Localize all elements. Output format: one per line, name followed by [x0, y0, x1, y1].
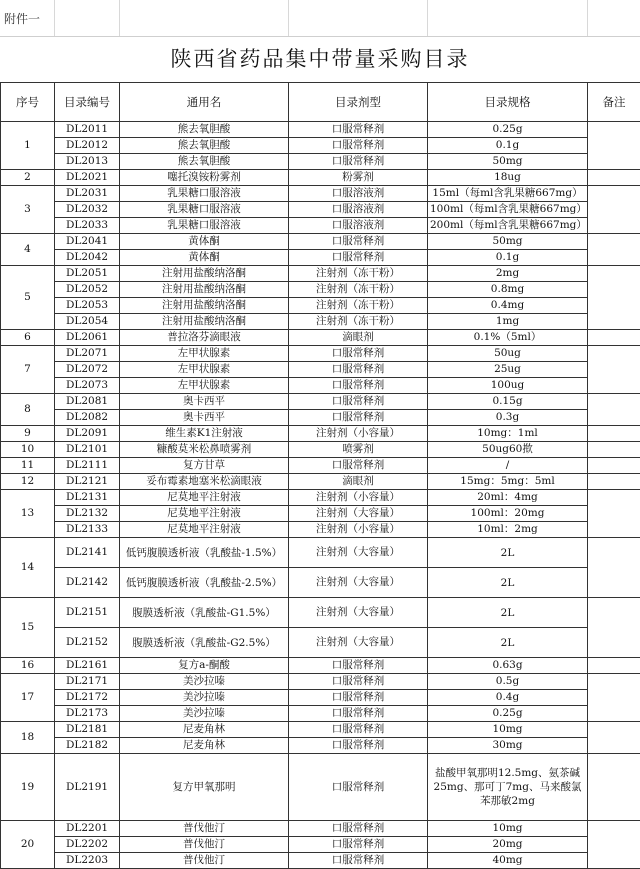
cell-form: 口服常释剂	[289, 821, 428, 837]
top-grid-row	[0, 0, 640, 37]
cell-name: 注射用盐酸纳洛酮	[120, 314, 289, 330]
cell-name: 熊去氧胆酸	[120, 122, 289, 138]
cell-spec: 2L	[428, 538, 588, 568]
cell-seq: 16	[1, 658, 55, 674]
cell-code: DL2171	[55, 674, 120, 690]
cell-name: 乳果糖口服溶液	[120, 202, 289, 218]
table-row	[1, 738, 640, 754]
cell-seq: 3	[1, 186, 55, 234]
cell-spec: 10ml：2mg	[428, 522, 588, 538]
cell-seq: 6	[1, 330, 55, 346]
cell-seq: 17	[1, 674, 55, 722]
cell-name: 乳果糖口服溶液	[120, 186, 289, 202]
cell-seq: 19	[1, 754, 55, 821]
cell-spec: 0.15g	[428, 394, 588, 410]
cell-code: DL2121	[55, 474, 120, 490]
cell-form: 口服常释剂	[289, 722, 428, 738]
table-row	[1, 138, 640, 154]
cell-seq: 1	[1, 122, 55, 170]
cell-form: 注射剂（冻干粉）	[289, 266, 428, 282]
cell-form: 口服溶液剂	[289, 186, 428, 202]
table-row	[1, 442, 640, 458]
cell-form: 喷雾剂	[289, 442, 428, 458]
cell-form: 口服常释剂	[289, 346, 428, 362]
cell-name: 熊去氧胆酸	[120, 138, 289, 154]
cell-note	[588, 426, 640, 442]
cell-spec: 25ug	[428, 362, 588, 378]
column-header-note: 备注	[588, 83, 640, 122]
table-row	[1, 821, 640, 837]
cell-code: DL2012	[55, 138, 120, 154]
cell-code: DL2201	[55, 821, 120, 837]
cell-seq: 2	[1, 170, 55, 186]
cell-spec: 18ug	[428, 170, 588, 186]
table-row	[1, 658, 640, 674]
cell-spec: /	[428, 458, 588, 474]
cell-form: 口服常释剂	[289, 837, 428, 853]
cell-note	[588, 674, 640, 722]
cell-note	[588, 330, 640, 346]
cell-form: 注射剂（小容量）	[289, 522, 428, 538]
cell-code: DL2152	[55, 628, 120, 658]
cell-note	[588, 821, 640, 869]
cell-code: DL2054	[55, 314, 120, 330]
cell-form: 口服常释剂	[289, 154, 428, 170]
cell-form: 注射剂（大容量）	[289, 598, 428, 628]
cell-spec: 0.1g	[428, 250, 588, 266]
cell-spec: 20ml：4mg	[428, 490, 588, 506]
cell-note	[588, 598, 640, 658]
cell-code: DL2091	[55, 426, 120, 442]
table-row	[1, 378, 640, 394]
cell-form: 滴眼剂	[289, 474, 428, 490]
cell-spec: 0.3g	[428, 410, 588, 426]
cell-name: 腹膜透析液（乳酸盐-G2.5%）	[120, 628, 289, 658]
cell-code: DL2111	[55, 458, 120, 474]
cell-name: 美沙拉嗪	[120, 690, 289, 706]
cell-name: 复方a-酮酸	[120, 658, 289, 674]
table-row	[1, 250, 640, 266]
table-row	[1, 410, 640, 426]
cell-name: 低钙腹膜透析液（乳酸盐-2.5%）	[120, 568, 289, 598]
cell-name: 黄体酮	[120, 250, 289, 266]
cell-name: 尼莫地平注射液	[120, 490, 289, 506]
cell-name: 注射用盐酸纳洛酮	[120, 266, 289, 282]
table-row	[1, 346, 640, 362]
cell-form: 注射剂（大容量）	[289, 538, 428, 568]
cell-code: DL2021	[55, 170, 120, 186]
table-row	[1, 706, 640, 722]
cell-spec: 200ml（每ml含乳果糖667mg）	[428, 218, 588, 234]
grid-line	[587, 0, 588, 36]
cell-code: DL2061	[55, 330, 120, 346]
table-row	[1, 674, 640, 690]
cell-spec: 2L	[428, 628, 588, 658]
grid-line	[54, 0, 55, 36]
table-row	[1, 522, 640, 538]
cell-spec: 盐酸甲氧那明12.5mg、氨茶碱25mg、那可丁7mg、马来酸氯苯那敏2mg	[428, 754, 588, 821]
cell-spec: 0.4mg	[428, 298, 588, 314]
cell-form: 口服常释剂	[289, 754, 428, 821]
cell-code: DL2042	[55, 250, 120, 266]
cell-spec: 0.25g	[428, 122, 588, 138]
table-body	[1, 122, 640, 869]
cell-name: 尼莫地平注射液	[120, 522, 289, 538]
catalog-table	[0, 82, 640, 869]
cell-note	[588, 658, 640, 674]
table-row	[1, 598, 640, 628]
table-row	[1, 234, 640, 250]
cell-name: 左甲状腺素	[120, 362, 289, 378]
cell-note	[588, 490, 640, 538]
cell-code: DL2033	[55, 218, 120, 234]
cell-code: DL2082	[55, 410, 120, 426]
cell-note	[588, 122, 640, 170]
cell-form: 口服常释剂	[289, 394, 428, 410]
table-row	[1, 266, 640, 282]
cell-seq: 5	[1, 266, 55, 330]
grid-line	[427, 0, 428, 36]
cell-spec: 50mg	[428, 154, 588, 170]
cell-name: 左甲状腺素	[120, 346, 289, 362]
cell-form: 注射剂（大容量）	[289, 568, 428, 598]
cell-form: 口服常释剂	[289, 250, 428, 266]
grid-line	[288, 0, 289, 36]
table-row	[1, 298, 640, 314]
cell-name: 美沙拉嗪	[120, 674, 289, 690]
cell-spec: 50ug60揿	[428, 442, 588, 458]
cell-spec: 15mg：5mg：5ml	[428, 474, 588, 490]
table-row	[1, 754, 640, 821]
cell-code: DL2031	[55, 186, 120, 202]
cell-form: 粉雾剂	[289, 170, 428, 186]
cell-form: 口服常释剂	[289, 853, 428, 869]
cell-name: 普伐他汀	[120, 821, 289, 837]
cell-spec: 2L	[428, 568, 588, 598]
cell-name: 左甲状腺素	[120, 378, 289, 394]
cell-name: 奥卡西平	[120, 394, 289, 410]
cell-form: 滴眼剂	[289, 330, 428, 346]
cell-code: DL2172	[55, 690, 120, 706]
cell-form: 注射剂（冻干粉）	[289, 298, 428, 314]
cell-form: 注射剂（大容量）	[289, 506, 428, 522]
cell-code: DL2202	[55, 837, 120, 853]
cell-code: DL2133	[55, 522, 120, 538]
cell-spec: 1mg	[428, 314, 588, 330]
table-row	[1, 218, 640, 234]
cell-note	[588, 346, 640, 394]
cell-spec: 10mg	[428, 722, 588, 738]
cell-note	[588, 266, 640, 330]
cell-seq: 8	[1, 394, 55, 426]
cell-form: 口服常释剂	[289, 138, 428, 154]
cell-code: DL2051	[55, 266, 120, 282]
cell-seq: 11	[1, 458, 55, 474]
cell-spec: 15ml（每ml含乳果糖667mg）	[428, 186, 588, 202]
cell-note	[588, 458, 640, 474]
cell-spec: 50ug	[428, 346, 588, 362]
cell-note	[588, 394, 640, 426]
table-row	[1, 474, 640, 490]
cell-seq: 10	[1, 442, 55, 458]
column-header-name: 通用名	[120, 83, 289, 122]
cell-spec: 0.1%（5ml）	[428, 330, 588, 346]
cell-spec: 40mg	[428, 853, 588, 869]
cell-code: DL2081	[55, 394, 120, 410]
cell-seq: 4	[1, 234, 55, 266]
cell-name: 低钙腹膜透析液（乳酸盐-1.5%）	[120, 538, 289, 568]
cell-form: 口服常释剂	[289, 410, 428, 426]
table-row	[1, 394, 640, 410]
cell-form: 口服常释剂	[289, 738, 428, 754]
cell-name: 腹膜透析液（乳酸盐-G1.5%）	[120, 598, 289, 628]
cell-name: 妥布霉素地塞米松滴眼液	[120, 474, 289, 490]
table-row	[1, 490, 640, 506]
cell-code: DL2052	[55, 282, 120, 298]
cell-code: DL2072	[55, 362, 120, 378]
cell-seq: 15	[1, 598, 55, 658]
cell-spec: 0.1g	[428, 138, 588, 154]
cell-spec: 0.25g	[428, 706, 588, 722]
cell-note	[588, 186, 640, 234]
cell-spec: 0.5g	[428, 674, 588, 690]
cell-seq: 18	[1, 722, 55, 754]
cell-code: DL2131	[55, 490, 120, 506]
table-row	[1, 568, 640, 598]
table-row	[1, 170, 640, 186]
cell-seq: 9	[1, 426, 55, 442]
table-row	[1, 314, 640, 330]
cell-code: DL2142	[55, 568, 120, 598]
cell-note	[588, 170, 640, 186]
cell-form: 口服常释剂	[289, 378, 428, 394]
cell-spec: 10mg	[428, 821, 588, 837]
cell-spec: 10mg：1ml	[428, 426, 588, 442]
cell-spec: 2mg	[428, 266, 588, 282]
cell-code: DL2053	[55, 298, 120, 314]
table-row	[1, 186, 640, 202]
cell-name: 普伐他汀	[120, 837, 289, 853]
cell-code: DL2182	[55, 738, 120, 754]
cell-name: 维生素K1注射液	[120, 426, 289, 442]
column-header-spec: 目录规格	[428, 83, 588, 122]
table-row	[1, 837, 640, 853]
cell-seq: 12	[1, 474, 55, 490]
cell-form: 注射剂（冻干粉）	[289, 314, 428, 330]
cell-note	[588, 474, 640, 490]
table-row	[1, 122, 640, 138]
table-row	[1, 506, 640, 522]
cell-code: DL2151	[55, 598, 120, 628]
cell-spec: 100ug	[428, 378, 588, 394]
cell-name: 复方甘草	[120, 458, 289, 474]
cell-spec: 30mg	[428, 738, 588, 754]
cell-code: DL2013	[55, 154, 120, 170]
table-row	[1, 362, 640, 378]
cell-form: 口服常释剂	[289, 458, 428, 474]
cell-form: 口服溶液剂	[289, 202, 428, 218]
cell-name: 普拉洛芬滴眼液	[120, 330, 289, 346]
cell-code: DL2161	[55, 658, 120, 674]
cell-form: 注射剂（小容量）	[289, 426, 428, 442]
cell-name: 美沙拉嗪	[120, 706, 289, 722]
table-row	[1, 538, 640, 568]
cell-code: DL2141	[55, 538, 120, 568]
cell-name: 糠酸莫米松鼻喷雾剂	[120, 442, 289, 458]
table-row	[1, 202, 640, 218]
table-row	[1, 722, 640, 738]
column-header-seq: 序号	[1, 83, 55, 122]
cell-name: 复方甲氧那明	[120, 754, 289, 821]
cell-name: 尼麦角林	[120, 738, 289, 754]
cell-code: DL2011	[55, 122, 120, 138]
grid-line	[119, 0, 120, 36]
table-row	[1, 330, 640, 346]
table-row	[1, 853, 640, 869]
cell-spec: 50mg	[428, 234, 588, 250]
cell-form: 注射剂（冻干粉）	[289, 282, 428, 298]
cell-name: 普伐他汀	[120, 853, 289, 869]
cell-name: 奥卡西平	[120, 410, 289, 426]
attachment-label: 附件一	[4, 10, 40, 27]
cell-seq: 7	[1, 346, 55, 394]
table-row	[1, 154, 640, 170]
table-row	[1, 282, 640, 298]
cell-name: 黄体酮	[120, 234, 289, 250]
cell-seq: 14	[1, 538, 55, 598]
cell-spec: 2L	[428, 598, 588, 628]
cell-code: DL2203	[55, 853, 120, 869]
cell-code: DL2191	[55, 754, 120, 821]
cell-form: 口服溶液剂	[289, 218, 428, 234]
cell-form: 口服常释剂	[289, 706, 428, 722]
table-header-row	[1, 83, 640, 122]
cell-spec: 0.63g	[428, 658, 588, 674]
cell-code: DL2173	[55, 706, 120, 722]
cell-form: 口服常释剂	[289, 234, 428, 250]
page-title: 陕西省药品集中带量采购目录	[0, 36, 640, 83]
cell-form: 口服常释剂	[289, 690, 428, 706]
cell-form: 口服常释剂	[289, 122, 428, 138]
cell-spec: 0.8mg	[428, 282, 588, 298]
cell-form: 口服常释剂	[289, 362, 428, 378]
cell-name: 注射用盐酸纳洛酮	[120, 282, 289, 298]
cell-spec: 100ml（每ml含乳果糖667mg）	[428, 202, 588, 218]
cell-code: DL2101	[55, 442, 120, 458]
cell-code: DL2181	[55, 722, 120, 738]
cell-note	[588, 722, 640, 754]
cell-spec: 0.4g	[428, 690, 588, 706]
cell-form: 口服常释剂	[289, 658, 428, 674]
table-row	[1, 426, 640, 442]
cell-name: 注射用盐酸纳洛酮	[120, 298, 289, 314]
cell-form: 注射剂（小容量）	[289, 490, 428, 506]
cell-form: 注射剂（大容量）	[289, 628, 428, 658]
cell-name: 噻托溴铵粉雾剂	[120, 170, 289, 186]
column-header-code: 目录编号	[55, 83, 120, 122]
cell-note	[588, 442, 640, 458]
cell-note	[588, 538, 640, 598]
cell-name: 乳果糖口服溶液	[120, 218, 289, 234]
column-header-form: 目录剂型	[289, 83, 428, 122]
cell-code: DL2073	[55, 378, 120, 394]
table-row	[1, 690, 640, 706]
cell-name: 尼莫地平注射液	[120, 506, 289, 522]
cell-code: DL2041	[55, 234, 120, 250]
cell-code: DL2032	[55, 202, 120, 218]
cell-seq: 20	[1, 821, 55, 869]
cell-code: DL2071	[55, 346, 120, 362]
cell-seq: 13	[1, 490, 55, 538]
cell-note	[588, 234, 640, 266]
cell-spec: 20mg	[428, 837, 588, 853]
cell-name: 熊去氧胆酸	[120, 154, 289, 170]
cell-form: 口服常释剂	[289, 674, 428, 690]
cell-spec: 100ml：20mg	[428, 506, 588, 522]
table-row	[1, 628, 640, 658]
cell-note	[588, 754, 640, 821]
cell-code: DL2132	[55, 506, 120, 522]
cell-name: 尼麦角林	[120, 722, 289, 738]
table-row	[1, 458, 640, 474]
